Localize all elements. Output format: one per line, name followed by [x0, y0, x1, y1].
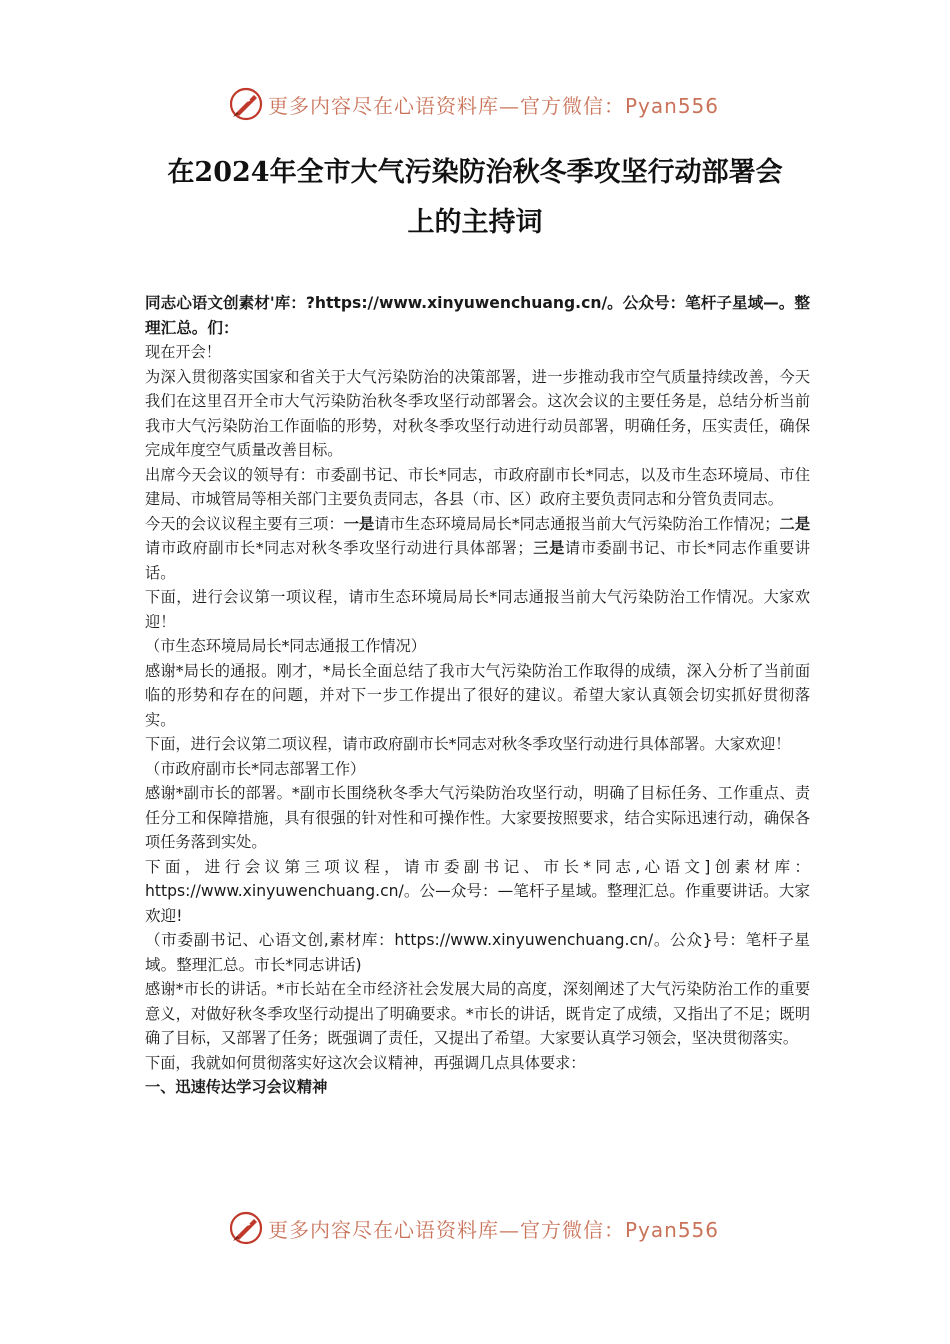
- paragraph: 下面，进行会议第二项议程，请市政府副市长*同志对秋冬季攻坚行动进行具体部署。大家欢迎！: [145, 735, 791, 753]
- banner-text: 更多内容尽在心语资料库—官方微信：Pyan556: [268, 1217, 720, 1242]
- paragraph: 出席今天会议的领导有：市委副书记、市长*同志，市政府副市长*同志，以及市生态环境局、市住建局、市城管局等相关部门主要负责同志，各县（市、区）政府主要负责同志和分管负责同志。: [145, 465, 810, 508]
- agenda-paragraph: 今天的会议议程主要有三项：一是请市生态环境局局长*同志通报当前大气污染防治工作情况；二是请市政府副市长*同志对秋冬季攻坚行动进行具体部署；三是请市委副书记、市长*同志作重要讲话。: [145, 514, 811, 582]
- promo-paragraph: 同志心语文创素材'库：?https://www.xinyuwenchuang.cn/。公众号：笔杆子星域—。整理汇总。们：: [145, 294, 810, 337]
- header-watermark-banner: [0, 84, 950, 124]
- paragraph: 感谢*副市长的部署。*副市长围绕秋冬季大气污染防治攻坚行动，明确了目标任务、工作重点、责任分工和保障措施，具有很强的针对性和可操作性。大家要按照要求，结合实际迅速行动，确保各项任务落到实处。: [145, 784, 810, 851]
- paragraph: 感谢*市长的讲话。*市长站在全市经济社会发展大局的高度，深刻阐述了大气污染防治工作的重要意义，对做好秋冬季攻坚行动提出了明确要求。*市长的讲话，既肯定了成绩，又指出了不足；既明确了目标，又部署了任务；既强调了责任，又提出了希望。大家要认真学习领会，坚决贯彻落实。: [145, 980, 810, 1047]
- footer-watermark-banner: [0, 1208, 950, 1248]
- paragraph: 为深入贯彻落实国家和省关于大气污染防治的决策部署，进一步推动我市空气质量持续改善，今天我们在这里召开全市大气污染防治秋冬季攻坚行动部署会。这次会议的主要任务是，总结分析当前我市大气污染防治工作面临的形势，对秋冬季攻坚行动进行动员部署，明确任务，压实责任，确保完成年度空气质量改善目标。: [145, 367, 810, 459]
- promo-paragraph: （市委副书记、心语文创,素材库：https://www.xinyuwenchuang.cn/。公众}号：笔杆子星域。整理汇总。市长*同志讲话): [145, 931, 810, 974]
- paragraph: 下面，进行会议第一项议程，请市生态环境局局长*同志通报当前大气污染防治工作情况。大家欢迎！: [145, 588, 810, 631]
- title-line-2: 上的主持词: [407, 207, 543, 238]
- paragraph: 感谢*局长的通报。刚才，*局长全面总结了我市大气污染防治工作取得的成绩，深入分析了当前面临的形势和存在的问题，并对下一步工作提出了很好的建议。希望大家认真领会切实抓好贯彻落实。: [145, 661, 810, 729]
- paragraph: （市生态环境局局长*同志通报工作情况）: [145, 637, 426, 655]
- paragraph: 现在开会！: [145, 343, 221, 361]
- section-heading: 一、迅速传达学习会议精神: [145, 1078, 328, 1096]
- paragraph: 下面，我就如何贯彻落实好这次会议精神，再强调几点具体要求：: [145, 1053, 586, 1072]
- banner-text: 更多内容尽在心语资料库—官方微信：Pyan556: [268, 93, 720, 118]
- document-title: [100, 148, 850, 248]
- title-line-1: 在2024年全市大气污染防治秋冬季攻坚行动部署会: [167, 157, 783, 188]
- promo-paragraph: 下面，进行会议第三项议程，请市委副书记、市长*同志,心语文]创素材库：https://www.xinyuwenchuang.cn/。公—众号：—笔杆子星域。整理汇总。作重要讲话。大家欢迎!: [145, 857, 810, 925]
- paragraph: （市政府副市长*同志部署工作）: [145, 759, 366, 778]
- pen-logo-icon: [228, 86, 264, 122]
- document-body: [145, 291, 810, 1100]
- pen-logo-icon: [228, 1210, 264, 1246]
